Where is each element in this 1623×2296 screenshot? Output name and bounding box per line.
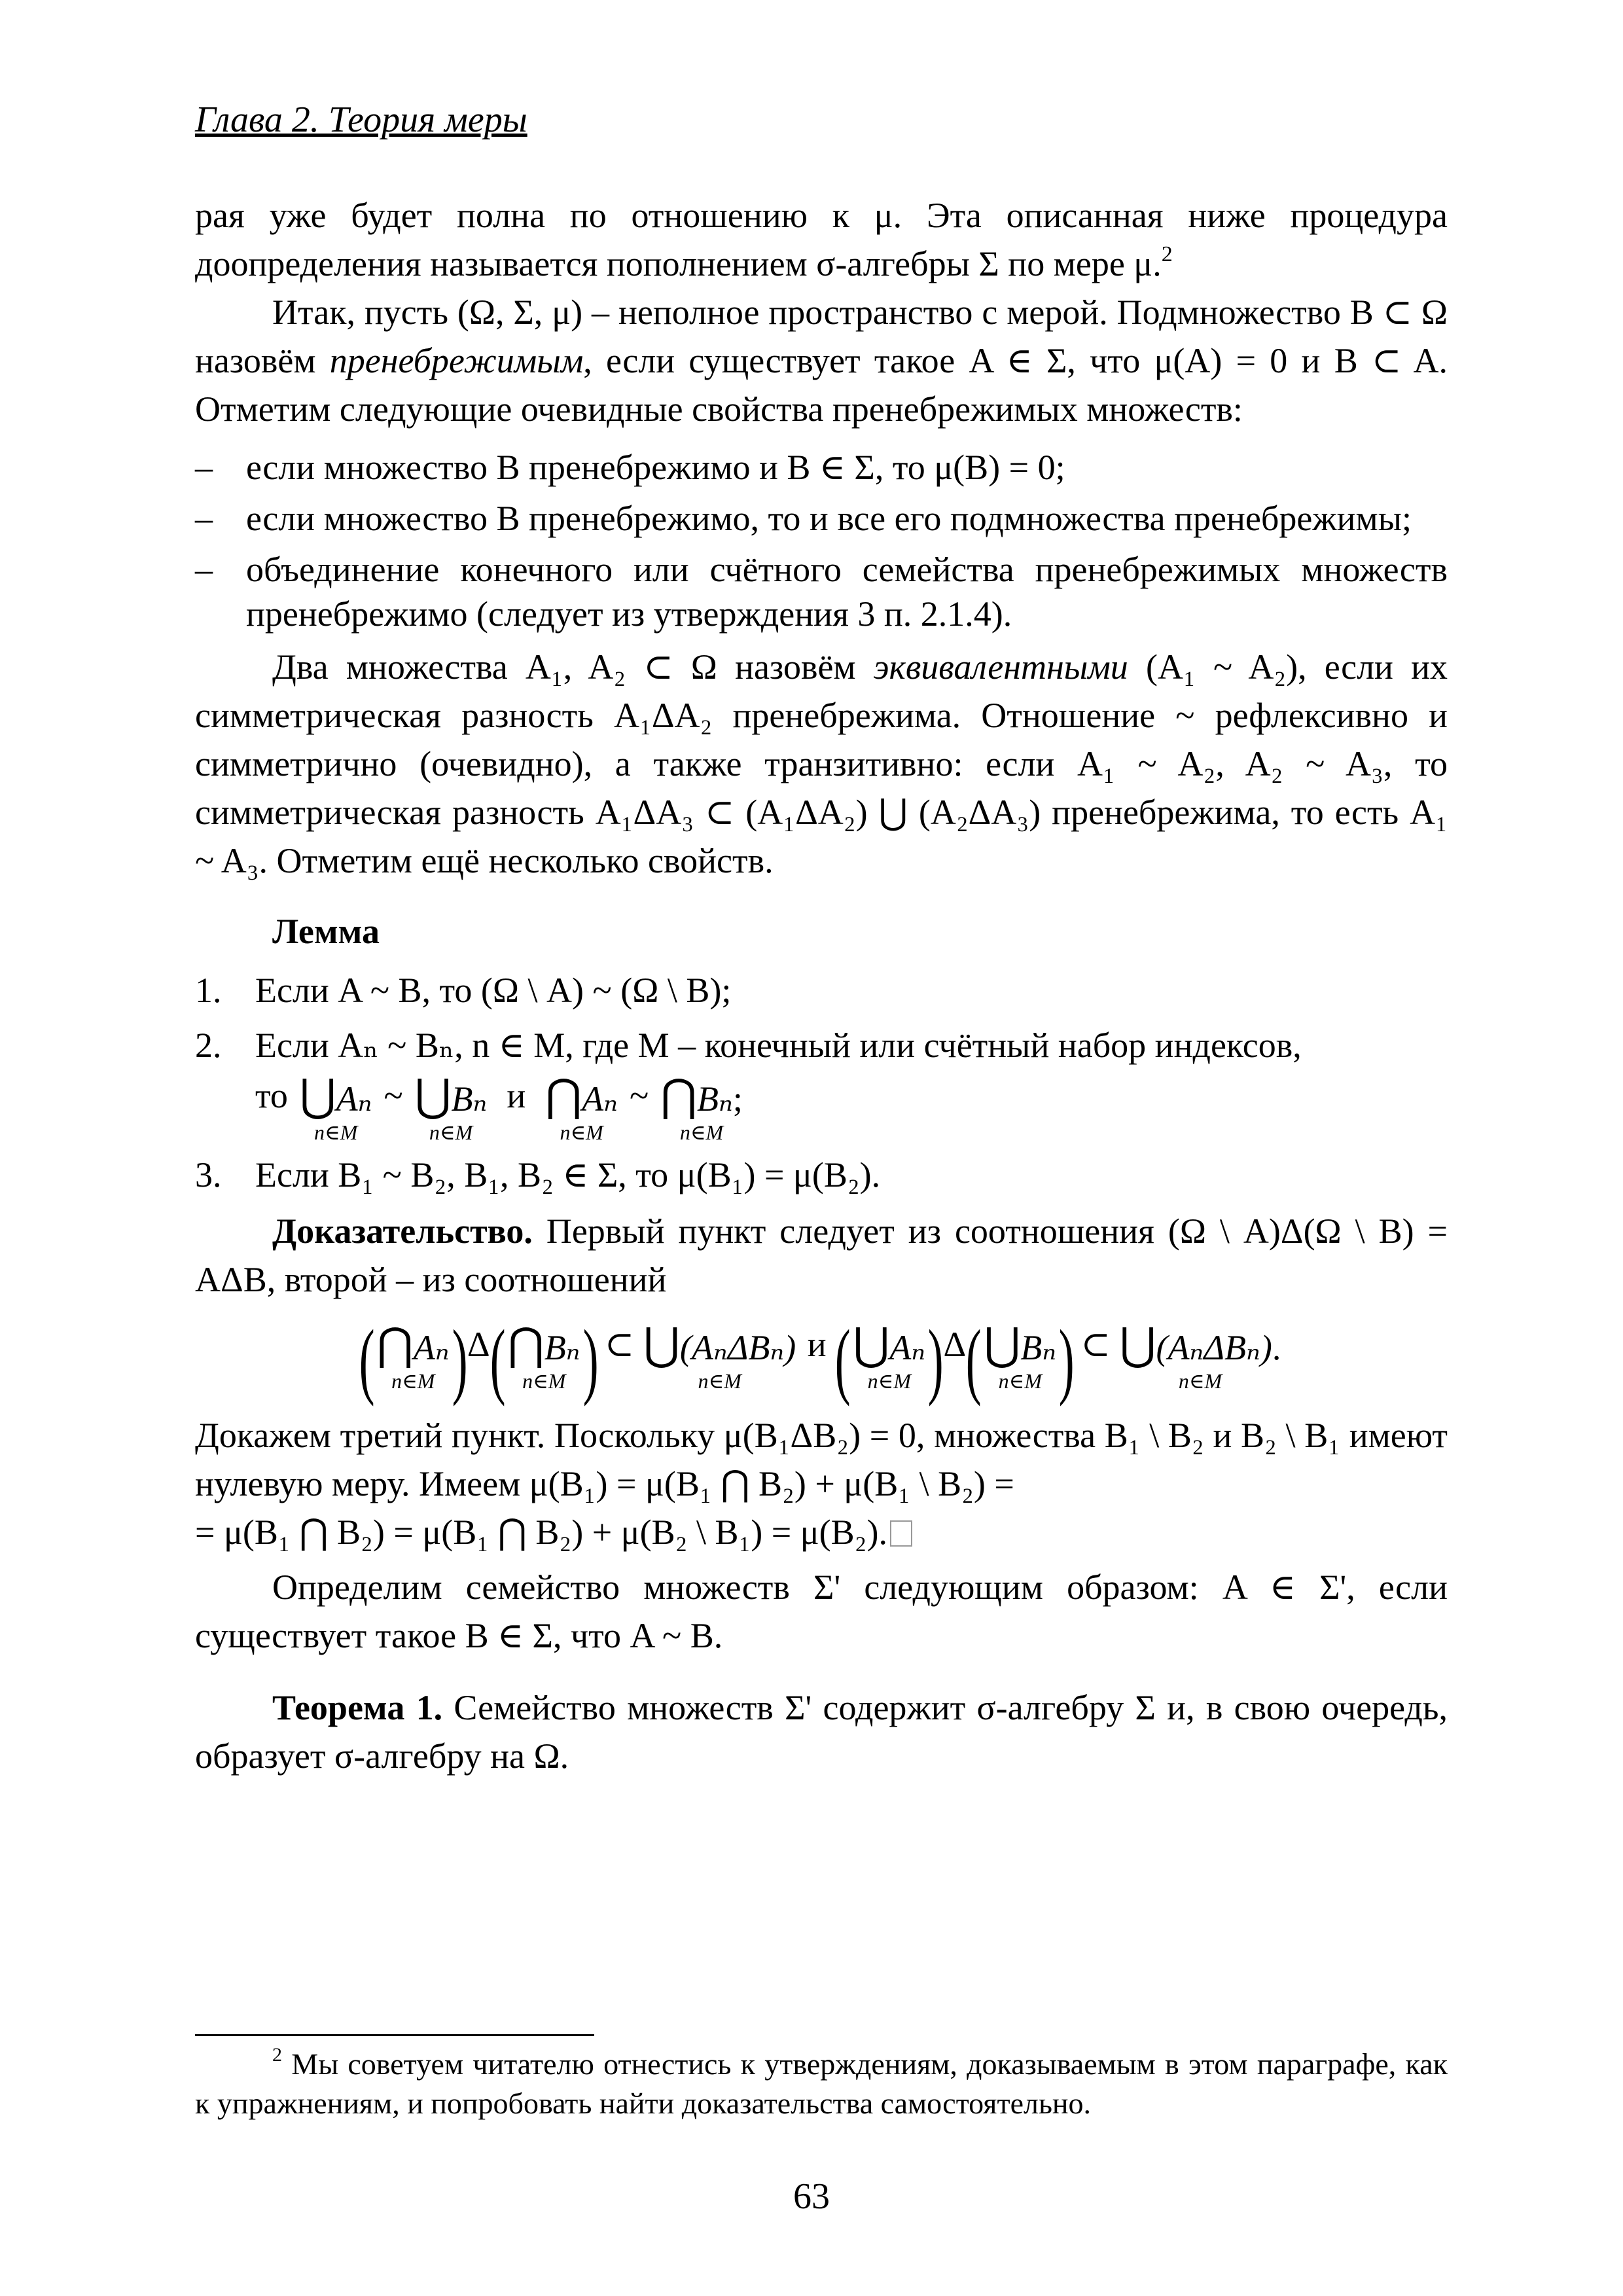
page-number: 63	[793, 2176, 830, 2217]
proof-continuation	[195, 1411, 1448, 1508]
intersection-symbol: ⋂	[545, 1071, 582, 1121]
proof-paragraph	[195, 1207, 1448, 1304]
term-equivalent: эквивалентными	[873, 647, 1128, 687]
lemma-item-number: 2.	[195, 1026, 222, 1065]
lemma-item	[195, 1152, 1448, 1198]
footnote-rule	[195, 2034, 594, 2036]
union-operator	[853, 1321, 926, 1391]
intersection-operator	[377, 1321, 450, 1391]
paragraph-negligible-text-b: , если существует такое A ∈ Σ, что μ(A) = 0 и B ⊂ A. Отметим следующие очевидные свойства пренебрежимых множеств:	[195, 341, 1448, 429]
paren-left: (	[965, 1313, 982, 1407]
list-item	[195, 547, 1448, 636]
paren-right: )	[1058, 1313, 1075, 1407]
paragraph-intro	[195, 191, 1448, 288]
intersection-operator	[508, 1321, 580, 1391]
lemma-item-text: Если Aₙ ~ Bₙ, n ∈ M, где M – конечный или счётный набор индексов,	[255, 1026, 1302, 1065]
theorem-text: Семейство множеств Σ' содержит σ-алгебру Σ и, в свою очередь, образует σ-алгебру на Ω.	[195, 1688, 1448, 1776]
union-operator	[300, 1072, 372, 1143]
paragraph-negligible-text-a: Итак, пусть (Ω, Σ, μ) – неполное пространство с мерой. Подмножество B ⊂ Ω назовём	[195, 293, 1448, 380]
union-operator	[643, 1321, 796, 1391]
formula-word-and: и	[798, 1325, 836, 1364]
lemma-item-text: Если B₁ ~ B₂, B₁, B₂ ∈ Σ, то μ(B₁) = μ(B₂).	[255, 1155, 881, 1194]
paren-right: )	[452, 1313, 468, 1407]
footnote-number: 2	[272, 2044, 282, 2066]
subset-symbol: ⊂	[604, 1325, 635, 1364]
set-a-n: Aₙ	[582, 1079, 618, 1119]
dash-bullet: –	[195, 448, 213, 487]
index-limit: n∈M	[522, 1369, 566, 1393]
paren-left: (	[490, 1313, 506, 1407]
paragraph-equivalence	[195, 643, 1448, 885]
lemma-item-text: Если A ~ B, то (Ω \ A) ~ (Ω \ B);	[255, 971, 732, 1010]
paren-left: (	[359, 1313, 375, 1407]
tilde-symbol: ~	[383, 1076, 403, 1115]
index-limit: n∈M	[998, 1369, 1042, 1393]
paragraph-equivalence-text-a: Два множества A₁, A₂ ⊂ Ω назовём	[272, 647, 874, 687]
page-body	[195, 98, 1448, 1780]
lemma-item-number: 3.	[195, 1155, 222, 1194]
display-formula	[195, 1313, 1448, 1407]
set-a-n: Aₙ	[336, 1079, 372, 1119]
union-operator	[984, 1321, 1056, 1391]
index-limit: n∈M	[679, 1121, 724, 1144]
intersection-operator	[660, 1072, 743, 1143]
proof-text: Первый пункт следует из соотношения (Ω \ A)Δ(Ω \ B) = AΔB, второй – из соотношений	[195, 1211, 1448, 1299]
paragraph-intro-text: рая уже будет полна по отношению к μ. Эта описанная ниже процедура доопределения называется пополнением σ-алгебры Σ по мере μ.	[195, 196, 1448, 283]
set-b-n: Bₙ	[696, 1079, 733, 1119]
union-symbol: ⋃	[1119, 1319, 1156, 1369]
index-limit: n∈M	[314, 1121, 358, 1144]
set-b-n: Bₙ	[1020, 1328, 1057, 1367]
paragraph-negligible	[195, 288, 1448, 433]
dash-bullet: –	[195, 550, 213, 589]
union-symbol: ⋃	[853, 1319, 890, 1369]
union-operator	[1120, 1321, 1281, 1391]
delta-symbol: Δ	[943, 1325, 967, 1364]
intersection-symbol: ⋂	[507, 1319, 544, 1369]
dash-bullet: –	[195, 499, 213, 538]
period: .	[1272, 1328, 1281, 1367]
term-negligible: пренебрежимым	[329, 341, 584, 380]
sym-diff-term: (AₙΔBₙ)	[1156, 1328, 1272, 1367]
paren-left: (	[834, 1313, 851, 1407]
union-operator	[415, 1072, 488, 1143]
proof-label: Доказательство.	[272, 1211, 533, 1251]
list-item	[195, 496, 1448, 541]
lemma-item	[195, 1022, 1448, 1143]
sym-diff-term: (AₙΔBₙ)	[679, 1328, 796, 1367]
paragraph-sigma-prime-text: Определим семейство множеств Σ' следующим образом: A ∈ Σ', если существует такое B ∈ Σ, что A ~ B.	[195, 1568, 1448, 1655]
theorem-paragraph	[195, 1683, 1448, 1780]
paragraph-sigma-prime	[195, 1563, 1448, 1660]
properties-list	[195, 445, 1448, 636]
proof-continuation-text: Докажем третий пункт. Поскольку μ(B₁ΔB₂) = 0, множества B₁ \ B₂ и B₂ \ B₁ имеют нулевую меру. Имеем μ(B₁) = μ(B₁ ⋂ B₂) + μ(B₁ \ B₂) =	[195, 1416, 1448, 1503]
proof-continuation-text-2: = μ(B₁ ⋂ B₂) = μ(B₁ ⋂ B₂) + μ(B₂ \ B₁) = μ(B₂).	[195, 1513, 887, 1552]
intersection-symbol: ⋂	[660, 1071, 697, 1121]
delta-symbol: Δ	[467, 1325, 490, 1364]
list-item	[195, 445, 1448, 490]
set-a-n: Aₙ	[413, 1328, 450, 1367]
lemma-heading: Лемма	[272, 912, 380, 951]
paragraph-equivalence-text-b: (A₁ ~ A₂), если их симметрическая разность A₁ΔA₂ пренебрежима. Отношение ~ рефлексивно и симметрично (очевидно), а также транзитивно: если A₁ ~ A₂, A₂ ~ A₃, то симметрическая разность A₁ΔA₃ ⊂ (A₁ΔA₂) ⋃ (A₂ΔA₃) пренебрежима, то есть A₁ ~ A₃. Отметим ещё несколько свойств.	[195, 647, 1448, 880]
qed-icon	[890, 1520, 912, 1547]
union-symbol: ⋃	[984, 1319, 1021, 1369]
tilde-symbol: ~	[629, 1076, 649, 1115]
set-a-n: Aₙ	[889, 1328, 926, 1367]
running-header: Глава 2. Теория меры	[195, 99, 527, 140]
semicolon: ;	[732, 1079, 743, 1119]
paren-right: )	[927, 1313, 944, 1407]
footnote-ref[interactable]: 2	[1161, 242, 1173, 266]
index-limit: n∈M	[429, 1121, 473, 1144]
union-symbol: ⋃	[414, 1071, 452, 1121]
property-text: объединение конечного или счётного семейства пренебрежимых множеств пренебрежимо (следует из утверждения 3 п. 2.1.4).	[246, 550, 1448, 634]
property-text: если множество B пренебрежимо, то и все его подмножества пренебрежимы;	[246, 499, 1412, 538]
union-symbol: ⋃	[299, 1071, 336, 1121]
index-limit: n∈M	[560, 1121, 603, 1144]
formula-word-to: то	[255, 1076, 288, 1115]
set-b-n: Bₙ	[544, 1328, 580, 1367]
lemma-item	[195, 967, 1448, 1013]
footnote	[195, 2045, 1448, 2123]
footnote-text: Мы советуем читателю отнестись к утверждениям, доказываемым в этом параграфе, как к упражнениям, и попробовать найти доказательства самостоятельно.	[195, 2047, 1448, 2120]
property-text: если множество B пренебрежимо и B ∈ Σ, то μ(B) = 0;	[246, 448, 1065, 487]
lemma-item-number: 1.	[195, 971, 222, 1010]
lemma-list	[195, 967, 1448, 1198]
intersection-operator	[545, 1072, 618, 1143]
formula-word-and: и	[507, 1076, 526, 1115]
subset-symbol: ⊂	[1080, 1325, 1111, 1364]
index-limit: n∈M	[391, 1369, 435, 1393]
theorem-label: Теорема 1.	[272, 1688, 443, 1727]
union-symbol: ⋃	[643, 1319, 680, 1369]
index-limit: n∈M	[698, 1369, 741, 1393]
intersection-symbol: ⋂	[376, 1319, 414, 1369]
set-b-n: Bₙ	[451, 1079, 488, 1119]
proof-continuation-2	[195, 1508, 1448, 1556]
paren-right: )	[582, 1313, 599, 1407]
lemma-formula	[255, 1072, 1448, 1143]
index-limit: n∈M	[1178, 1369, 1222, 1393]
index-limit: n∈M	[867, 1369, 911, 1393]
